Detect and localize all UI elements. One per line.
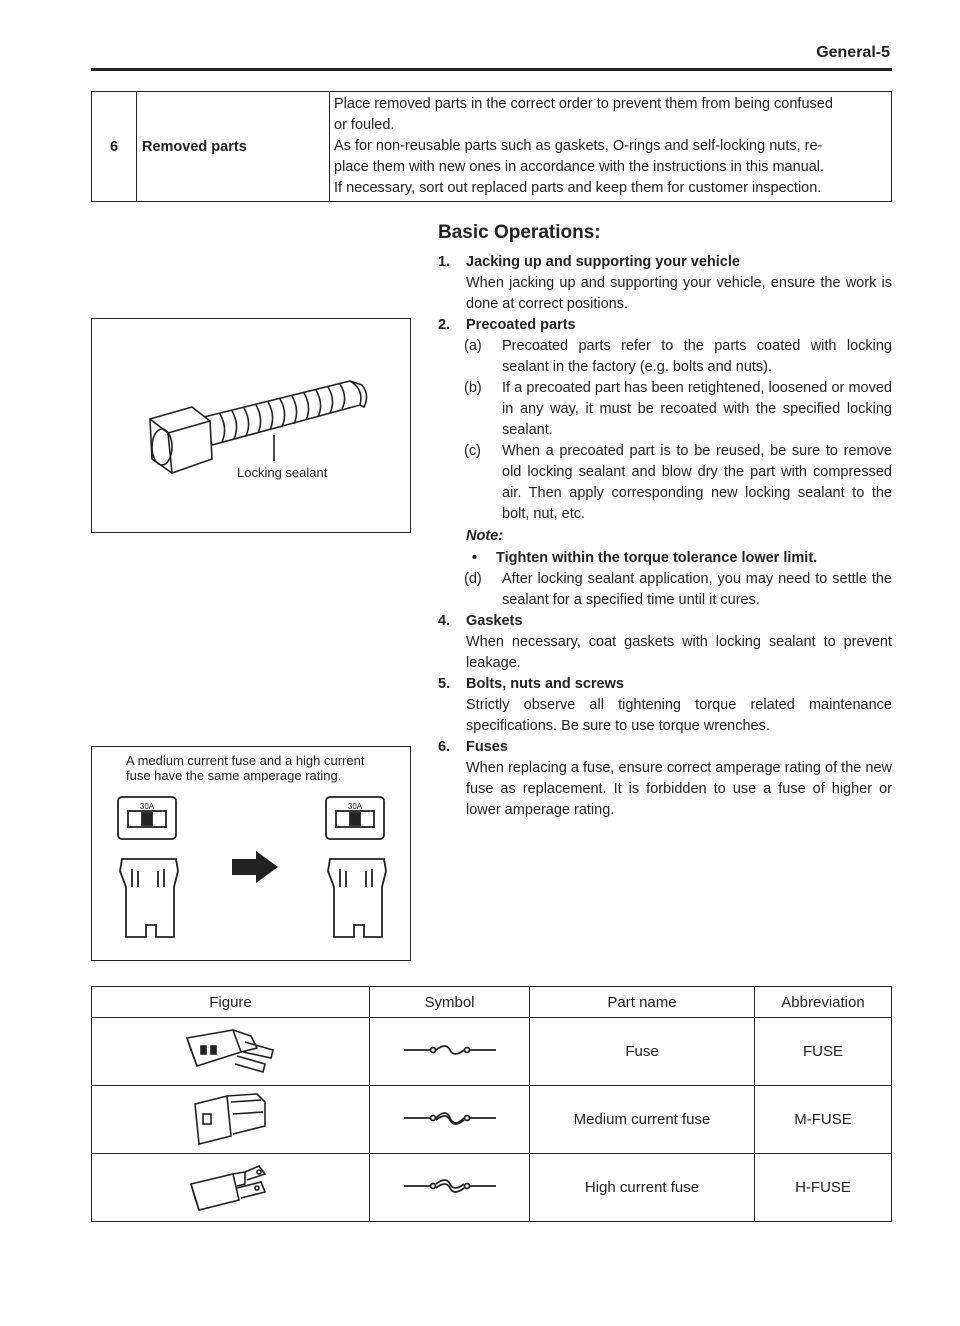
fuse-diagram	[92, 747, 410, 960]
fuse-replacement-figure	[91, 746, 411, 961]
figure-cell	[92, 1154, 370, 1222]
list-item	[438, 739, 892, 760]
item-number: 2.	[438, 317, 451, 333]
fuse-symbol-icon	[402, 1040, 498, 1060]
list-item	[438, 315, 892, 611]
table-row	[92, 92, 892, 202]
description-line: As for non-reusable parts such as gaskets, O-rings and self-locking nuts, re-	[334, 138, 823, 154]
section-title: Basic Operations:	[438, 222, 601, 243]
description-line: place them with new ones in accordance with the instructions in this manual.	[334, 159, 825, 175]
high-current-fuse-icon	[181, 1158, 281, 1214]
basic-operations-section	[438, 222, 892, 821]
note-bullet-text: Tighten within the torque tolerance lower limit.	[496, 550, 818, 566]
sub-item	[438, 441, 892, 525]
sub-item-text: When a precoated part is to be reused, be sure to remove old locking sealant and blow dry the part with compressed air. Then apply corresponding new locking sealant to the bolt, nut, etc.	[502, 443, 892, 522]
sub-item	[438, 569, 892, 611]
arrow-right-icon	[232, 851, 278, 883]
blade-fuse-icon	[181, 1022, 281, 1078]
fuse-rating-label: 30A	[347, 802, 363, 811]
column-header: Figure	[92, 987, 370, 1018]
abbreviation-cell: M-FUSE	[755, 1086, 892, 1154]
bolt-icon	[92, 319, 410, 532]
column-header: Symbol	[370, 987, 530, 1018]
item-title: Precoated parts	[466, 317, 576, 333]
part-name-cell: High current fuse	[530, 1154, 755, 1222]
item-number: 1.	[438, 254, 451, 270]
item-title: Bolts, nuts and screws	[466, 676, 624, 692]
sub-item-label: (d)	[464, 571, 482, 587]
symbol-cell	[370, 1086, 530, 1154]
description-line: Place removed parts in the correct order to prevent them from being confused	[334, 96, 833, 112]
part-name-cell: Medium current fuse	[530, 1086, 755, 1154]
item-body: When necessary, coat gaskets with locking sealant to prevent leakage.	[466, 634, 892, 671]
sub-item-text: Precoated parts refer to the parts coated with locking sealant in the factory (e.g. bolts and nuts).	[502, 338, 892, 375]
item-number: 4.	[438, 613, 451, 629]
table-row	[92, 1086, 892, 1154]
list-item	[438, 611, 892, 674]
symbol-cell	[370, 1018, 530, 1086]
figure-cell	[92, 1018, 370, 1086]
column-header: Abbreviation	[755, 987, 892, 1018]
fuse-symbol-table	[91, 986, 892, 1222]
figure-cell	[92, 1086, 370, 1154]
row-description	[330, 92, 892, 202]
medium-fuse-symbol-icon	[402, 1108, 498, 1128]
table-header-row	[92, 987, 892, 1018]
page-header-title: General-5	[816, 44, 890, 61]
item-title: Gaskets	[466, 613, 523, 629]
item-body: When jacking up and supporting your vehicle, ensure the work is done at correct positions.	[466, 275, 892, 312]
fuse-rating-label: 30A	[139, 802, 155, 811]
item-title: Jacking up and supporting your vehicle	[466, 254, 740, 270]
note-bullet: • Tighten within the torque tolerance lower limit.	[472, 550, 818, 566]
abbreviation-cell: H-FUSE	[755, 1154, 892, 1222]
sub-item-text: After locking sealant application, you may need to settle the sealant for a specified time until it cures.	[502, 571, 892, 608]
item-title: Fuses	[466, 739, 508, 755]
part-name-cell: Fuse	[530, 1018, 755, 1086]
high-fuse-symbol-icon	[402, 1176, 498, 1196]
row-number: 6	[92, 92, 137, 202]
description-line: or fouled.	[334, 117, 395, 133]
table-row	[92, 1018, 892, 1086]
symbol-cell	[370, 1154, 530, 1222]
item-body: Strictly observe all tightening torque related maintenance specifications. Be sure to use torque wrenches.	[466, 697, 892, 734]
caption-line: fuse have the same amperage rating.	[126, 768, 342, 783]
locking-sealant-figure	[91, 318, 411, 533]
sub-item-label: (a)	[464, 338, 482, 354]
description-line: If necessary, sort out replaced parts and keep them for customer inspection.	[334, 180, 822, 196]
abbreviation-cell: FUSE	[755, 1018, 892, 1086]
sub-item-text: If a precoated part has been retightened, loosened or moved in any way, it must be recoated with the specified locking sealant.	[502, 380, 892, 438]
list-item	[438, 252, 892, 315]
fuses-section	[438, 739, 892, 760]
locking-sealant-label: Locking sealant	[237, 465, 328, 480]
note-label: Note:	[466, 528, 504, 544]
medium-current-fuse-icon	[181, 1090, 281, 1146]
row-item: Removed parts	[137, 92, 330, 202]
sub-item-label: (b)	[464, 380, 482, 396]
caption-line: A medium current fuse and a high current	[126, 753, 365, 768]
removed-parts-table	[91, 91, 892, 202]
column-header: Part name	[530, 987, 755, 1018]
item-number: 5.	[438, 676, 451, 692]
item-body: When replacing a fuse, ensure correct amperage rating of the new fuse as replacement. It is forbidden to use a fuse of higher or lower amperage rating.	[466, 760, 892, 818]
item-number: 6.	[438, 739, 451, 755]
list-item	[438, 674, 892, 737]
sub-item-label: (c)	[464, 443, 481, 459]
table-row	[92, 1154, 892, 1222]
sub-item	[438, 336, 892, 378]
header-rule	[91, 68, 892, 71]
sub-item	[438, 378, 892, 441]
